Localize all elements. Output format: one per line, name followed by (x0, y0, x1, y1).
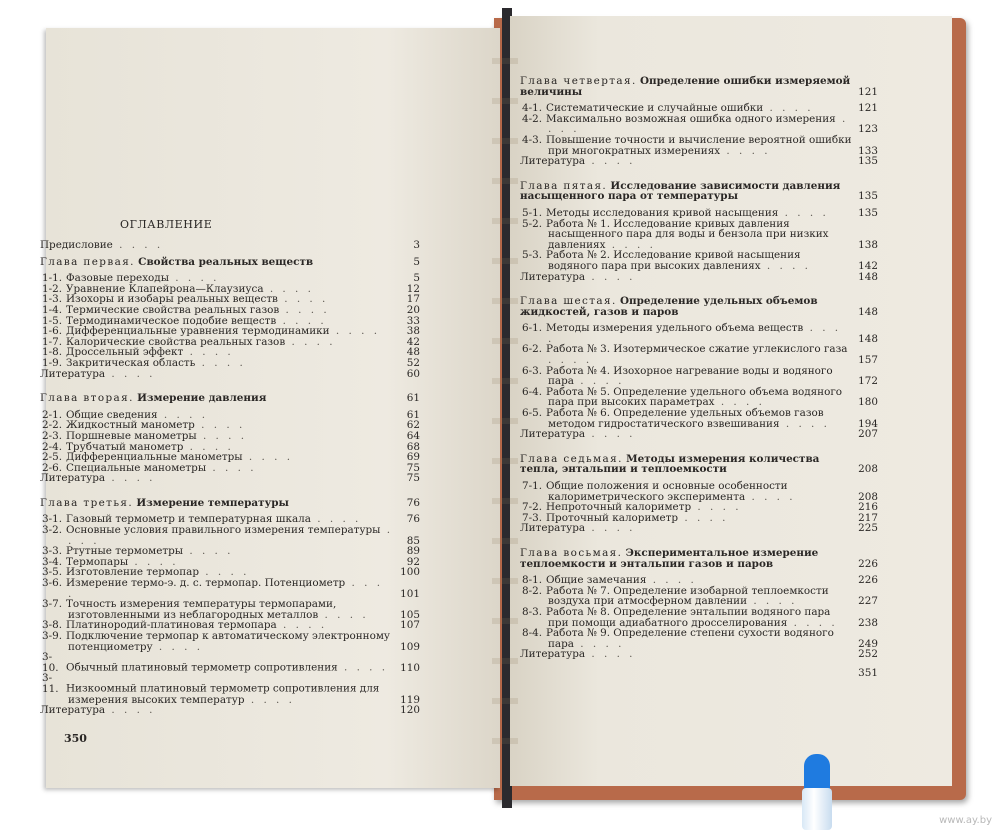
toc-right-column (520, 70, 878, 679)
entry-text: Работа № 1. Исследование кривых давления насыщенного пара для воды и бензола при низких давлениях (546, 217, 829, 251)
leader-dots: . . . . (678, 511, 729, 524)
entry-text: Закритическая область (66, 356, 196, 369)
right-page-number-row (520, 668, 878, 679)
entry-number: 3-11. (42, 672, 59, 695)
entry-text: Литература (40, 704, 106, 717)
toc-chapter (520, 454, 878, 475)
chapter-label: Глава шестая. (520, 295, 617, 308)
entry-text: Трубчатый манометр (66, 440, 184, 453)
entry-page: 110 (400, 661, 420, 674)
chapter-title: Методы измерения количества тепла, энтальпии и теплоемкости (520, 452, 820, 476)
entry-text: Обычный платиновый термометр сопротивления (66, 661, 338, 674)
entry-number: 1-7. (42, 335, 63, 348)
entry-page: 119 (400, 693, 420, 706)
entry-text: Работа № 6. Определение удельных объемов газов методом гидростатического взвешивания (546, 407, 824, 430)
entry-page: 180 (858, 396, 878, 409)
entry-number: 3-8. (42, 619, 63, 632)
leader-dots: . . . . (548, 112, 849, 136)
leader-dots: . . . . (763, 102, 814, 115)
chapter-title: Измерение температуры (136, 496, 289, 509)
entry-text: Точность измерения температуры термопарами, изготовленными из неблагородных металлов (66, 598, 337, 621)
entry-page: 142 (858, 259, 878, 272)
toc-chapter (40, 257, 420, 268)
leader-dots: . . . . (573, 637, 625, 650)
toc-chapter (520, 76, 878, 97)
entry-text: Литература (520, 522, 586, 535)
chapter-label: Глава пятая. (520, 179, 608, 192)
right-page-number: 351 (858, 666, 878, 679)
leader-dots: . . . . (279, 303, 330, 316)
toc-entry (520, 323, 878, 344)
leader-dots: . . . . (105, 472, 156, 485)
leader-dots: . . . . (585, 270, 636, 283)
toc-entry (520, 607, 878, 628)
leader-dots: . . . . (206, 461, 257, 474)
entry-page: 249 (858, 637, 878, 650)
leader-dots: . . . . (573, 375, 625, 388)
entry-page: 61 (406, 408, 420, 421)
entry-page: 208 (858, 463, 878, 476)
leader-dots: . . . . (183, 346, 234, 359)
entry-page: 107 (400, 619, 420, 632)
leader-dots: . . . . (195, 356, 246, 369)
leader-dots: . . . . (778, 206, 829, 219)
entry-number: 4-3. (522, 133, 543, 146)
toc-literature (40, 369, 420, 380)
entry-page: 157 (858, 354, 878, 367)
leader-dots: . . . . (745, 490, 796, 503)
entry-page: 133 (858, 144, 878, 157)
leader-dots: . . . . (183, 440, 234, 453)
entry-number: 1-3. (42, 293, 63, 306)
entry-number: 1-9. (42, 356, 63, 369)
entry-number: 8-2. (522, 584, 543, 597)
chapter-title: Экспериментальное измерение теплоемкости и энтальпии газов и паров (520, 546, 819, 570)
leader-dots: . . . . (152, 640, 204, 653)
toc-entry (520, 387, 878, 408)
entry-text: Основные условия правильного измерения температуры (66, 524, 381, 537)
entry-page: 120 (400, 704, 420, 717)
toc-entry (40, 599, 420, 620)
entry-text: Литература (40, 472, 106, 485)
entry-number: 6-1. (522, 322, 543, 335)
chapter-title: Свойства реальных веществ (138, 255, 314, 268)
entry-number: 7-2. (522, 501, 543, 514)
entry-page: 252 (858, 648, 878, 661)
entry-page: 85 (406, 534, 420, 547)
entry-number: 6-4. (522, 385, 543, 398)
entry-number: 3-7. (42, 598, 63, 611)
entry-page: 20 (406, 303, 420, 316)
entry-page: 123 (858, 123, 878, 136)
entry-number: 7-3. (522, 511, 543, 524)
marker-body (802, 788, 832, 830)
entry-number: 3-4. (42, 555, 63, 568)
leader-dots: . . . . (310, 513, 362, 526)
entry-number: 8-3. (522, 605, 543, 618)
leader-dots: . . . . (277, 293, 329, 306)
entry-number: 6-3. (522, 364, 543, 377)
entry-number: 3-5. (42, 566, 63, 579)
entry-page: 138 (858, 238, 878, 251)
entry-text: Литература (40, 367, 106, 380)
leader-dots: . . . . (585, 522, 636, 535)
entry-text: Ртутные термометры (66, 545, 184, 558)
entry-page: 5 (413, 255, 420, 268)
entry-page: 100 (400, 566, 420, 579)
entry-page: 121 (858, 102, 878, 115)
toc-chapter (40, 498, 420, 509)
leader-dots: . . . . (337, 661, 389, 674)
entry-text: Проточный калориметр (546, 511, 679, 524)
entry-page: 194 (858, 417, 878, 430)
entry-page: 172 (858, 375, 878, 388)
entry-text: Изохоры и изобары реальных веществ (66, 293, 278, 306)
toc-entry (520, 366, 878, 387)
entry-number: 7-1. (522, 480, 543, 492)
entry-text: Предисловие (40, 239, 113, 251)
leader-dots: . . . . (68, 524, 394, 547)
chapter-label: Глава третья. (40, 496, 134, 509)
entry-page: 5 (413, 272, 420, 285)
entry-text: Литература (520, 155, 586, 168)
entry-page: 42 (406, 335, 420, 348)
toc-chapter (520, 548, 878, 569)
entry-text: Работа № 4. Изохорное нагревание воды и водяного пара (546, 364, 833, 388)
entry-number: 2-5. (42, 451, 63, 464)
toc-entry (520, 114, 878, 135)
leader-dots: . . . . (329, 325, 381, 338)
toc-chapter (40, 393, 420, 404)
leader-dots: . . . . (263, 282, 314, 295)
chapter-title: Определение удельных объемов жидкостей, газов и паров (520, 295, 818, 318)
entry-number: 2-1. (42, 408, 63, 421)
entry-page: 148 (858, 332, 878, 345)
entry-page: 89 (406, 545, 420, 558)
entry-page: 148 (858, 305, 878, 318)
chapter-title: Измерение давления (137, 392, 267, 405)
chapter-label: Глава седьмая. (520, 452, 623, 465)
leader-dots: . . . . (605, 238, 656, 251)
chapter-title: Исследование зависимости давления насыщенного пара от температуры (520, 179, 841, 203)
entry-number: 4-1. (522, 102, 543, 115)
entry-text: Максимально возможная ошибка одного измерения (546, 112, 836, 125)
entry-page: 76 (406, 496, 420, 509)
page-gutter (492, 58, 518, 778)
entry-page: 105 (400, 608, 420, 621)
entry-page: 61 (406, 392, 420, 405)
entry-page: 217 (858, 511, 878, 524)
toc-entry (520, 628, 878, 649)
toc-entry (520, 135, 878, 156)
toc-literature (40, 240, 420, 251)
entry-text: Общие положения и основные особенности калориметрического эксперимента (546, 480, 788, 503)
entry-number: 1-8. (42, 346, 63, 359)
leader-dots: . . . . (105, 704, 156, 717)
entry-number: 2-4. (42, 440, 63, 453)
entry-number: 1-5. (42, 314, 63, 327)
entry-page: 226 (858, 574, 878, 587)
entry-page: 64 (406, 429, 420, 442)
entry-text: Специальные манометры (66, 461, 207, 474)
entry-number: 5-2. (522, 217, 543, 230)
leader-dots: . . . . (194, 419, 246, 432)
toc-literature (520, 429, 878, 440)
toc-entry (40, 578, 420, 599)
entry-page: 238 (858, 616, 878, 629)
leader-dots: . . . . (747, 595, 798, 608)
leader-dots: . . . . (68, 577, 384, 600)
entry-number: 8-1. (522, 574, 543, 587)
entry-page: 135 (858, 155, 878, 168)
entry-text: Работа № 5. Определение удельного объема водяного пара при высоких параметрах (546, 385, 843, 409)
entry-page: 207 (858, 428, 878, 441)
leader-dots: . . . . (276, 314, 327, 327)
toc-literature (520, 272, 878, 283)
entry-number: 6-2. (522, 343, 543, 356)
entry-text: Работа № 7. Определение изобарной теплоемкости воздуха при атмосферном давлении (546, 584, 829, 608)
entry-page: 17 (406, 293, 420, 306)
leader-dots: . . . . (691, 501, 742, 514)
entry-number: 3-9. (42, 630, 63, 642)
entry-text: Дифференциальные уравнения термодинамики (66, 325, 330, 338)
toc-entry (520, 219, 878, 251)
entry-page: 216 (858, 501, 878, 514)
entry-text: Изготовление термопар (66, 566, 199, 579)
toc-entry (520, 586, 878, 607)
entry-page: 148 (858, 270, 878, 283)
toc-entry (40, 631, 420, 652)
leader-dots: . . . . (779, 417, 830, 430)
entry-text: Работа № 9. Определение степени сухости водяного пара (546, 627, 834, 650)
leader-dots: . . . . (242, 451, 294, 464)
entry-text: Низкоомный платиновый термометр сопротивления для измерения высоких температур (66, 682, 380, 706)
entry-page: 75 (406, 461, 420, 474)
leader-dots: . . . . (318, 608, 369, 621)
entry-number: 3-3. (42, 545, 63, 558)
toc-chapter (520, 181, 878, 202)
entry-number: 4-2. (522, 112, 543, 125)
entry-text: Дифференциальные манометры (66, 451, 243, 464)
entry-page: 12 (406, 282, 420, 295)
toc-literature (520, 649, 878, 660)
entry-number: 2-2. (42, 419, 63, 432)
chapter-label: Глава первая. (40, 255, 135, 268)
toc-entry (40, 673, 420, 705)
toc-title: ОГЛАВЛЕНИЕ (120, 218, 213, 231)
entry-page: 33 (406, 314, 420, 327)
chapter-label: Глава восьмая. (520, 546, 623, 559)
entry-text: Жидкостный манометр (66, 419, 195, 432)
entry-number: 6-5. (522, 407, 543, 420)
entry-text: Общие сведения (66, 408, 158, 421)
entry-page: 60 (406, 367, 420, 380)
leader-dots: . . . . (112, 239, 164, 251)
entry-text: Фазовые переходы (66, 272, 169, 285)
entry-text: Методы измерения удельного объема веществ (546, 322, 804, 335)
toc-entry (520, 481, 878, 502)
entry-page: 92 (406, 555, 420, 568)
leader-dots: . . . . (720, 144, 771, 157)
leader-dots: . . . . (585, 428, 636, 441)
entry-page: 225 (858, 522, 878, 535)
entry-text: Дроссельный эффект (66, 346, 184, 359)
leader-dots: . . . . (787, 616, 838, 629)
entry-text: Термодинамическое подобие веществ (66, 314, 277, 327)
entry-number: 3-6. (42, 577, 63, 590)
leader-dots: . . . . (548, 354, 593, 367)
entry-text: Измерение термо-э. д. с. термопар. Потенциометр (66, 577, 346, 590)
entry-text: Термические свойства реальных газов (66, 303, 280, 316)
toc-literature (40, 473, 420, 484)
leader-dots: . . . . (128, 555, 179, 568)
entry-page: 75 (406, 472, 420, 485)
entry-text: Общие замечания (546, 574, 647, 587)
entry-text: Непроточный калориметр (546, 501, 692, 514)
entry-number: 1-1. (42, 272, 63, 285)
leader-dots: . . . . (646, 574, 697, 587)
blue-marker-pen (800, 752, 834, 830)
leader-dots: . . . . (285, 335, 336, 348)
entry-page: 101 (400, 587, 420, 600)
entry-number: 3-1. (42, 513, 63, 526)
toc-literature (520, 156, 878, 167)
entry-number: 8-4. (522, 627, 543, 640)
entry-text: Повышение точности и вычисление вероятной ошибки при многократных измерениях (546, 133, 852, 157)
toc-literature (520, 523, 878, 534)
toc-literature (40, 705, 420, 716)
leader-dots: . . . . (585, 648, 636, 661)
entry-number: 2-6. (42, 461, 63, 474)
entry-page: 68 (406, 440, 420, 453)
chapter-title: Определение ошибки измеряемой величины (520, 75, 851, 98)
entry-page: 226 (858, 557, 878, 570)
left-page-number: 350 (64, 732, 87, 745)
entry-page: 135 (858, 206, 878, 219)
entry-text: Поршневые манометры (66, 429, 197, 442)
leader-dots: . . . . (714, 396, 765, 409)
toc-entry (520, 344, 878, 365)
entry-text: Литература (520, 428, 586, 441)
entry-page: 62 (406, 419, 420, 432)
entry-number: 1-4. (42, 303, 63, 316)
entry-page: 52 (406, 356, 420, 369)
toc-entry (40, 525, 420, 546)
entry-number: 3-10. (42, 651, 59, 674)
entry-page: 208 (858, 490, 878, 503)
leader-dots: . . . . (199, 566, 250, 579)
entry-text: Методы исследования кривой насыщения (546, 206, 779, 219)
toc-chapter (520, 296, 878, 317)
leader-dots: . . . . (105, 367, 156, 380)
entry-page: 227 (858, 595, 878, 608)
entry-page: 69 (406, 451, 420, 464)
entry-number: 5-3. (522, 249, 543, 262)
entry-text: Уравнение Клапейрона—Клаузиуса (66, 282, 264, 295)
leader-dots: . . . . (276, 619, 328, 632)
leader-dots: . . . . (157, 408, 209, 421)
entry-page: 38 (406, 325, 420, 338)
entry-text: Подключение термопар к автоматическому электронному потенциометру (66, 630, 391, 653)
toc-entry (520, 408, 878, 429)
entry-page: 109 (400, 640, 420, 653)
entry-text: Работа № 2. Исследование кривой насыщения водяного пара при высоких давлениях (546, 249, 801, 272)
entry-number: 1-6. (42, 325, 63, 338)
entry-text: Газовый термометр и температурная шкала (66, 513, 311, 526)
chapter-label: Глава четвертая. (520, 75, 637, 87)
entry-page: 135 (858, 190, 878, 203)
leader-dots: . . . . (760, 259, 811, 272)
entry-page: 76 (406, 513, 420, 526)
toc-left-column (40, 240, 420, 724)
entry-number: 1-2. (42, 282, 63, 295)
watermark: www.ay.by (939, 815, 992, 826)
leader-dots: . . . . (196, 429, 248, 442)
chapter-label: Глава вторая. (40, 392, 134, 405)
entry-text: Работа № 3. Изотермическое сжатие углекислого газа (546, 343, 848, 356)
leader-dots: . . . . (168, 272, 220, 285)
leader-dots: . . . . (183, 545, 234, 558)
entry-number: 2-3. (42, 429, 63, 442)
toc-entry (520, 250, 878, 271)
entry-number: 5-1. (522, 206, 543, 219)
entry-page: 3 (413, 239, 420, 251)
entry-number: 3-2. (42, 524, 63, 537)
leader-dots: . . . . (585, 155, 636, 168)
entry-text: Платинородий-платиновая термопара (66, 619, 277, 632)
leader-dots: . . . . (548, 322, 842, 345)
entry-text: Калорические свойства реальных газов (66, 335, 286, 348)
toc-entry (40, 652, 420, 673)
entry-text: Литература (520, 270, 586, 283)
entry-text: Литература (520, 648, 586, 661)
leader-dots: . . . . (244, 693, 295, 706)
entry-page: 121 (858, 85, 878, 98)
entry-text: Работа № 8. Определение энтальпии водяного пара при помощи адиабатного дросселирования (546, 605, 831, 629)
entry-page: 48 (406, 346, 420, 359)
entry-text: Термопары (66, 555, 129, 568)
entry-text: Систематические и случайные ошибки (546, 102, 764, 115)
